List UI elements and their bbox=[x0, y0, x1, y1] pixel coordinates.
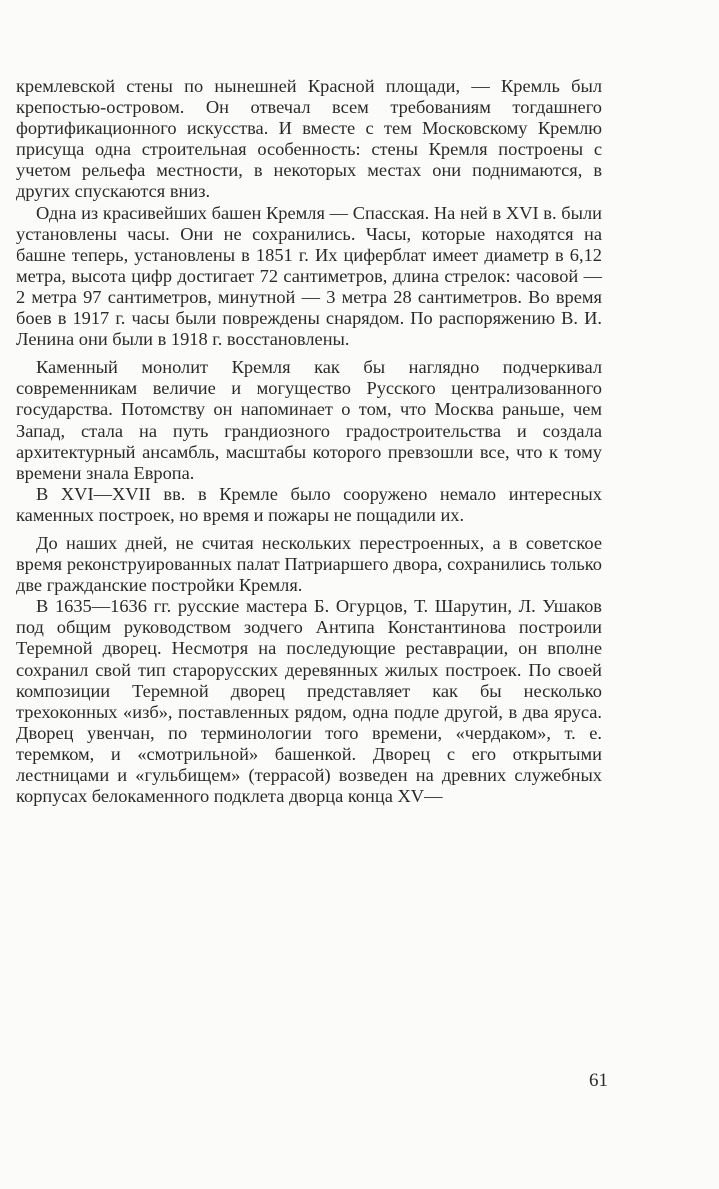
paragraph-spasskaya-tower: Одна из красивейших башен Кремля — Спасская. На ней в XVI в. были установлены часы. Они не сохранились. Часы, которые находятся на башне теперь, установлены в 1851 г. Их циферблат имеет диаметр в 6,12 метра, высота цифр достигает 72 сантиметров, длина стрелок: часовой — 2 метра 97 сантиметров, минутной — 3 метра 28 сантиметров. Во время боев в 1917 г. часы были повреждены снарядом. По распоряжению В. И. Ленина они были в 1918 г. восстановлены. bbox=[16, 202, 602, 350]
paragraph-kremlin-monolith: Каменный монолит Кремля как бы наглядно подчеркивал современникам величие и могущество Русского централизованного государства. Потомству он напоминает о том, что Москва раньше, чем Запад, стала на путь грандиозного градостроительства и создала архитектурный ансамбль, масштабы которого превзошли все, что к тому времени знала Европа. bbox=[16, 357, 602, 483]
page-number: 61 bbox=[589, 1070, 608, 1091]
paragraph-surviving-buildings: До наших дней, не считая нескольких перестроенных, а в советское время реконструированных палат Патриаршего двора, сохранились только две гражданские постройки Кремля. bbox=[16, 532, 602, 596]
page-body-text bbox=[16, 76, 602, 807]
paragraph-terem-palace: В 1635—1636 гг. русские мастера Б. Огурцов, Т. Шарутин, Л. Ушаков под общим руководством зодчего Антипа Константинова построили Теремной дворец. Несмотря на последующие реставрации, он вполне сохранил свой тип старорусских деревянных жилых построек. По своей композиции Теремной дворец представляет как бы несколько трехоконных «изб», поставленных рядом, одна подле другой, в два яруса. Дворец увенчан, по терминологии того времени, «чердаком», т. е. теремком, и «смотрильной» башенкой. Дворец с его открытыми лестницами и «гульбищем» (террасой) возведен на древних служебных корпусах белокаменного подклета дворца конца XV— bbox=[16, 596, 602, 807]
paragraph-kremlin-walls: кремлевской стены по нынешней Красной площади, — Кремль был крепостью-островом. Он отвечал всем требованиям тогдашнего фортификационного искусства. И вместе с тем Московскому Кремлю присуща одна строительная особенность: стены Кремля построены с учетом рельефа местности, в некоторых местах они поднимаются, в других спускаются вниз. bbox=[16, 76, 602, 202]
paragraph-stone-buildings: В XVI—XVII вв. в Кремле было сооружено немало интересных каменных построек, но время и пожары не пощадили их. bbox=[16, 483, 602, 525]
